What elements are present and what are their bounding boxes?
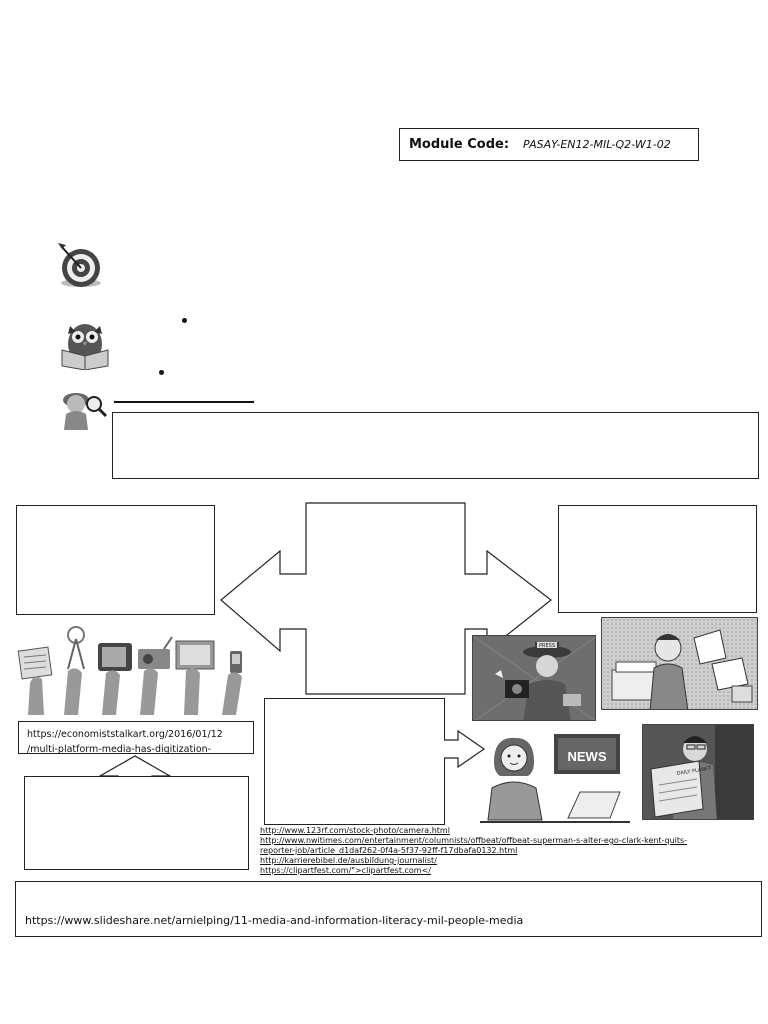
photographer-image [472,635,596,721]
reference-url[interactable]: https://www.slideshare.net/arnielping/11-media-and-information-literacy-mil-people-media [25,914,524,927]
source-link-4[interactable]: https://clipartfest.com/">clipartfest.com</ [260,866,431,875]
module-code-value: PASAY-EN12-MIL-Q2-W1-02 [523,138,671,151]
news-screen-text: NEWS [567,749,607,764]
module-code-box [399,128,699,161]
source-link-2-cont[interactable]: reporter-job/article_d1daf262-0f4a-5f37-92ff-f17dbafa0132.html [260,846,518,855]
media-credit-line-2: /multi-platform-media-has-digitization- [27,744,212,755]
media-credit-line-1: https://economiststalkart.org/2016/01/12 [27,729,223,740]
source-link-1[interactable]: http://www.123rf.com/stock-photo/camera.html [260,826,450,835]
phone-icon [230,651,242,673]
monitor-icon [176,641,214,669]
target-icon [52,240,108,290]
left-bottom-box [24,776,249,870]
section-heading-underline [114,401,254,403]
module-code-label: Module Code: [409,137,510,152]
source-link-3[interactable]: http://karrierebibel.de/ausbildung-journalist/ [260,856,437,865]
bullet-1 [182,318,187,323]
clark-kent-reading-image [642,724,754,820]
raised-hands [28,668,242,715]
owl-reading-icon [58,318,112,370]
radio-icon [138,637,172,669]
detective-magnifier-icon [54,384,110,430]
middle-bottom-box [264,698,445,825]
newspaper-icon [18,647,52,679]
antenna-icon [68,627,84,669]
right-top-box [558,505,757,613]
busy-reporter-image [601,617,758,710]
source-link-2[interactable]: http://www.nwitimes.com/entertainment/columnists/offbeat/offbeat-superman-s-alter-ego-clark-kent-quits- [260,836,688,845]
left-top-box [16,505,215,615]
media-hands-illustration [16,625,250,715]
news-anchor-image [480,728,630,824]
definition-box [112,412,759,479]
press-badge: PRESS [539,643,555,649]
reference-box [15,881,762,937]
media-credit-box [18,721,254,754]
newspaper-masthead: DAILY PLANET [676,765,712,777]
tv-icon [98,643,132,671]
bullet-2 [159,370,164,375]
